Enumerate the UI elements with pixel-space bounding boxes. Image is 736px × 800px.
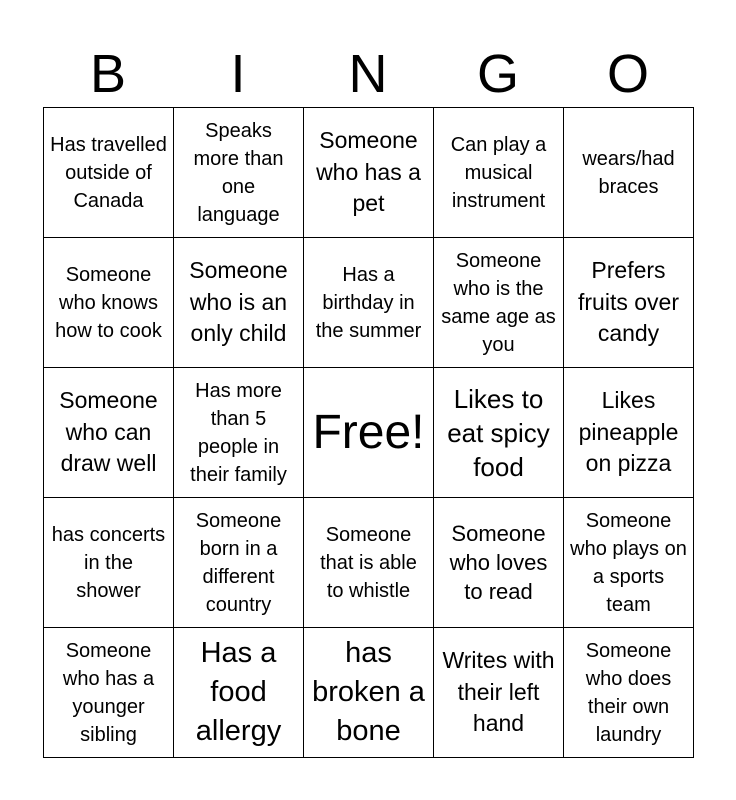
cell-label: Can play a musical instrument <box>450 133 547 212</box>
free-space-cell[interactable] <box>304 368 434 498</box>
header-letter-o: O <box>606 44 649 104</box>
bingo-cell[interactable] <box>44 368 174 498</box>
bingo-cell[interactable] <box>434 108 564 238</box>
header-letter-b: B <box>89 44 127 104</box>
bingo-cell[interactable] <box>564 368 694 498</box>
cell-label: has concerts in the shower <box>51 523 166 602</box>
cell-label: Likes to eat spicy food <box>447 383 550 482</box>
cell-label: Has a food allergy <box>195 637 282 747</box>
bingo-cell[interactable] <box>564 498 694 628</box>
bingo-cell[interactable] <box>44 498 174 628</box>
cell-label: Someone who has a pet <box>316 127 421 217</box>
cell-label: Someone born in a different country <box>195 509 282 616</box>
cell-label: Someone who is an only child <box>189 257 288 347</box>
cell-label: Someone that is able to whistle <box>320 523 417 602</box>
cell-label: Someone who has a younger sibling <box>62 639 155 746</box>
bingo-cell[interactable] <box>174 628 304 758</box>
header-letter-g: G <box>476 44 519 104</box>
bingo-card-grid <box>43 107 694 758</box>
header-letter-i: I <box>230 44 246 104</box>
cell-label: wears/had braces <box>582 147 675 198</box>
bingo-cell[interactable] <box>304 628 434 758</box>
cell-label: Speaks more than one language <box>193 119 284 226</box>
header-letter-n: N <box>348 44 388 104</box>
bingo-cell[interactable] <box>304 238 434 368</box>
cell-label: Someone who is the same age as you <box>441 249 556 356</box>
bingo-cell[interactable] <box>564 108 694 238</box>
cell-label: Writes with their left hand <box>442 647 555 737</box>
bingo-cell[interactable] <box>434 368 564 498</box>
bingo-cell[interactable] <box>434 628 564 758</box>
bingo-cell[interactable] <box>44 108 174 238</box>
bingo-cell[interactable] <box>44 628 174 758</box>
bingo-cell[interactable] <box>564 238 694 368</box>
bingo-header <box>43 40 693 108</box>
bingo-cell[interactable] <box>304 498 434 628</box>
free-space-label: Free! <box>312 405 425 459</box>
cell-label: Someone who knows how to cook <box>55 263 162 342</box>
bingo-cell[interactable] <box>434 498 564 628</box>
cell-label: Has more than 5 people in their family <box>190 379 287 486</box>
bingo-cell[interactable] <box>434 238 564 368</box>
cell-label: Prefers fruits over candy <box>578 257 679 347</box>
bingo-cell[interactable] <box>174 368 304 498</box>
bingo-cell[interactable] <box>44 238 174 368</box>
bingo-cell[interactable] <box>304 108 434 238</box>
cell-label: Someone who loves to read <box>449 521 548 604</box>
cell-label: has broken a bone <box>312 637 425 747</box>
cell-label: Someone who can draw well <box>59 387 158 477</box>
bingo-cell[interactable] <box>564 628 694 758</box>
bingo-cell[interactable] <box>174 108 304 238</box>
cell-label: Has travelled outside of Canada <box>50 133 167 212</box>
bingo-cell[interactable] <box>174 498 304 628</box>
cell-label: Someone who plays on a sports team <box>570 509 687 616</box>
cell-label: Has a birthday in the summer <box>315 263 422 342</box>
cell-label: Someone who does their own laundry <box>585 639 672 746</box>
bingo-cell[interactable] <box>174 238 304 368</box>
cell-label: Likes pineapple on pizza <box>578 387 679 477</box>
